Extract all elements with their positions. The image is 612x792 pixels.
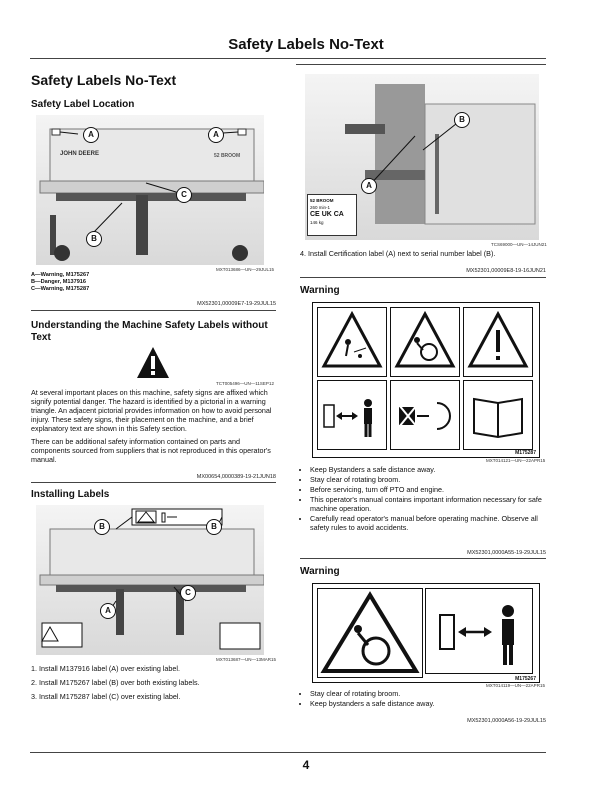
pto-off-icon <box>391 381 459 449</box>
safe-distance-icon <box>318 381 386 449</box>
bullet-item: • Stay clear of rotating broom. <box>310 475 546 484</box>
hazard-cell <box>317 588 423 678</box>
legend-item: A—Warning, M175267 <box>31 272 90 278</box>
page-number: 4 <box>302 758 310 772</box>
plate-line: 146 kg <box>310 220 324 225</box>
safety-label-m175287 <box>312 302 540 458</box>
section-rule <box>31 482 276 483</box>
bullet-item: • Keep bystanders a safe distance away. <box>310 699 546 708</box>
footer-rule <box>30 752 546 753</box>
label-part-number: M175267 <box>515 676 536 682</box>
installing-heading: Installing Labels <box>31 489 110 500</box>
avoidance-cell <box>390 380 460 450</box>
warning-heading: Warning <box>300 285 340 296</box>
callout-a: A <box>100 603 116 619</box>
location-figure <box>36 115 264 265</box>
callout-a: A <box>361 178 377 194</box>
callout-a: A <box>83 127 99 143</box>
callout-c: C <box>176 187 192 203</box>
figure-code: MXT013686—UN—29JUL15 <box>216 267 275 272</box>
section-rule <box>300 277 546 278</box>
rotating-broom-hazard-icon <box>391 308 459 376</box>
reference-code: MX52301,0000A55-19-29JUL15 <box>467 550 546 556</box>
callout-b: B <box>206 519 222 535</box>
reference-code: MX52301,0000A56-19-29JUL15 <box>467 718 546 724</box>
bullet-item: • Keep Bystanders a safe distance away. <box>310 465 546 474</box>
bullet-item: • This operator's manual contains important information necessary for safe machine operation. <box>310 495 546 513</box>
section-rule <box>31 310 276 311</box>
legend-item: B—Danger, M137916 <box>31 279 87 285</box>
warning-bullets <box>300 689 546 709</box>
section-title: Safety Labels No-Text <box>31 72 177 88</box>
paragraph: There can be additional safety information contained on parts and components sourced from suppliers that is not reproduced in this operator's manual. <box>31 437 271 464</box>
header-rule <box>30 58 546 59</box>
read-manual-icon <box>464 381 532 449</box>
warning-heading: Warning <box>300 566 340 577</box>
installing-figure <box>36 505 264 655</box>
location-heading: Safety Label Location <box>31 99 135 110</box>
figure-code: MXT013687—UN—13MAR15 <box>216 657 277 662</box>
step-item: 1. Install M137916 label (A) over existing label. <box>31 664 181 673</box>
model-decal: 52 BROOM <box>214 153 241 159</box>
brand-logo: JOHN DEERE <box>60 151 100 157</box>
reference-code: MX52301,00009E8-19-16JUN21 <box>466 268 546 274</box>
install-steps <box>31 662 276 704</box>
plate-line: 260 min-1 <box>310 205 331 210</box>
avoidance-cell <box>317 380 387 450</box>
page-header: Safety Labels No-Text <box>228 36 384 53</box>
reference-code: MX00654,0000389-19-21JUN18 <box>196 474 276 480</box>
label-part-number: M175287 <box>515 450 536 456</box>
figure-code: TCS69000—UN—14JUN21 <box>491 242 547 247</box>
broom-illustration <box>36 505 264 655</box>
step-item: 2. Install M175267 label (B) over both existing labels. <box>31 678 200 687</box>
bullet-item: • Before servicing, turn off PTO and engine. <box>310 485 546 494</box>
safe-distance-icon <box>426 589 532 673</box>
thrown-object-hazard-icon <box>318 308 386 376</box>
legend-item: C—Warning, M175287 <box>31 286 90 292</box>
callout-b: B <box>94 519 110 535</box>
callout-c: C <box>180 585 196 601</box>
ce-mark: CE UK CA <box>310 211 344 218</box>
general-warning-icon <box>464 308 532 376</box>
paragraph: At several important places on this machine, safety signs are affixed which signify potential danger. The hazard is identified by a pictorial in a warning triangle. An adjacent pictorial provides information on how to avoid personal injury. These safety signs, their placement on the machine, and a brief explanatory text are shown in this Safety section. <box>31 388 272 433</box>
section-rule <box>300 558 546 559</box>
certification-plate <box>307 194 357 236</box>
certification-step: 4. Install Certification label (A) next to serial number label (B). <box>300 249 496 258</box>
rotating-broom-hazard-icon <box>318 589 422 677</box>
figure-code: MXT014119—UN—22APR15 <box>486 683 545 688</box>
figure-code: MXT014121—UN—22APR15 <box>486 458 546 463</box>
certification-figure <box>305 74 539 240</box>
step-item: 3. Install M175287 label (C) over existing label. <box>31 692 181 701</box>
hazard-cell <box>390 307 460 377</box>
safety-label-m175267 <box>312 583 540 683</box>
warning-triangle-icon <box>136 346 170 380</box>
understanding-heading: Understanding the Machine Safety Labels without Text <box>31 320 268 343</box>
bullet-item: • Stay clear of rotating broom. <box>310 689 546 698</box>
callout-a: A <box>208 127 224 143</box>
figure-legend <box>31 272 89 293</box>
right-top-rule <box>296 64 546 65</box>
hazard-cell <box>317 307 387 377</box>
plate-line: 52 BROOM <box>310 198 334 203</box>
figure-code: TCT005496—UN—11SEP12 <box>216 381 274 386</box>
reference-code: MX52301,00009E7-19-29JUL15 <box>197 301 276 307</box>
avoidance-cell <box>463 380 533 450</box>
callout-b: B <box>86 231 102 247</box>
broom-illustration <box>36 115 264 265</box>
hazard-cell <box>463 307 533 377</box>
callout-b: B <box>454 112 470 128</box>
bullet-item: • Carefully read operator's manual before operating machine. Observe all safety rules to avoid accidents. <box>310 514 546 532</box>
avoidance-cell <box>425 588 533 674</box>
warning-bullets <box>300 465 546 533</box>
